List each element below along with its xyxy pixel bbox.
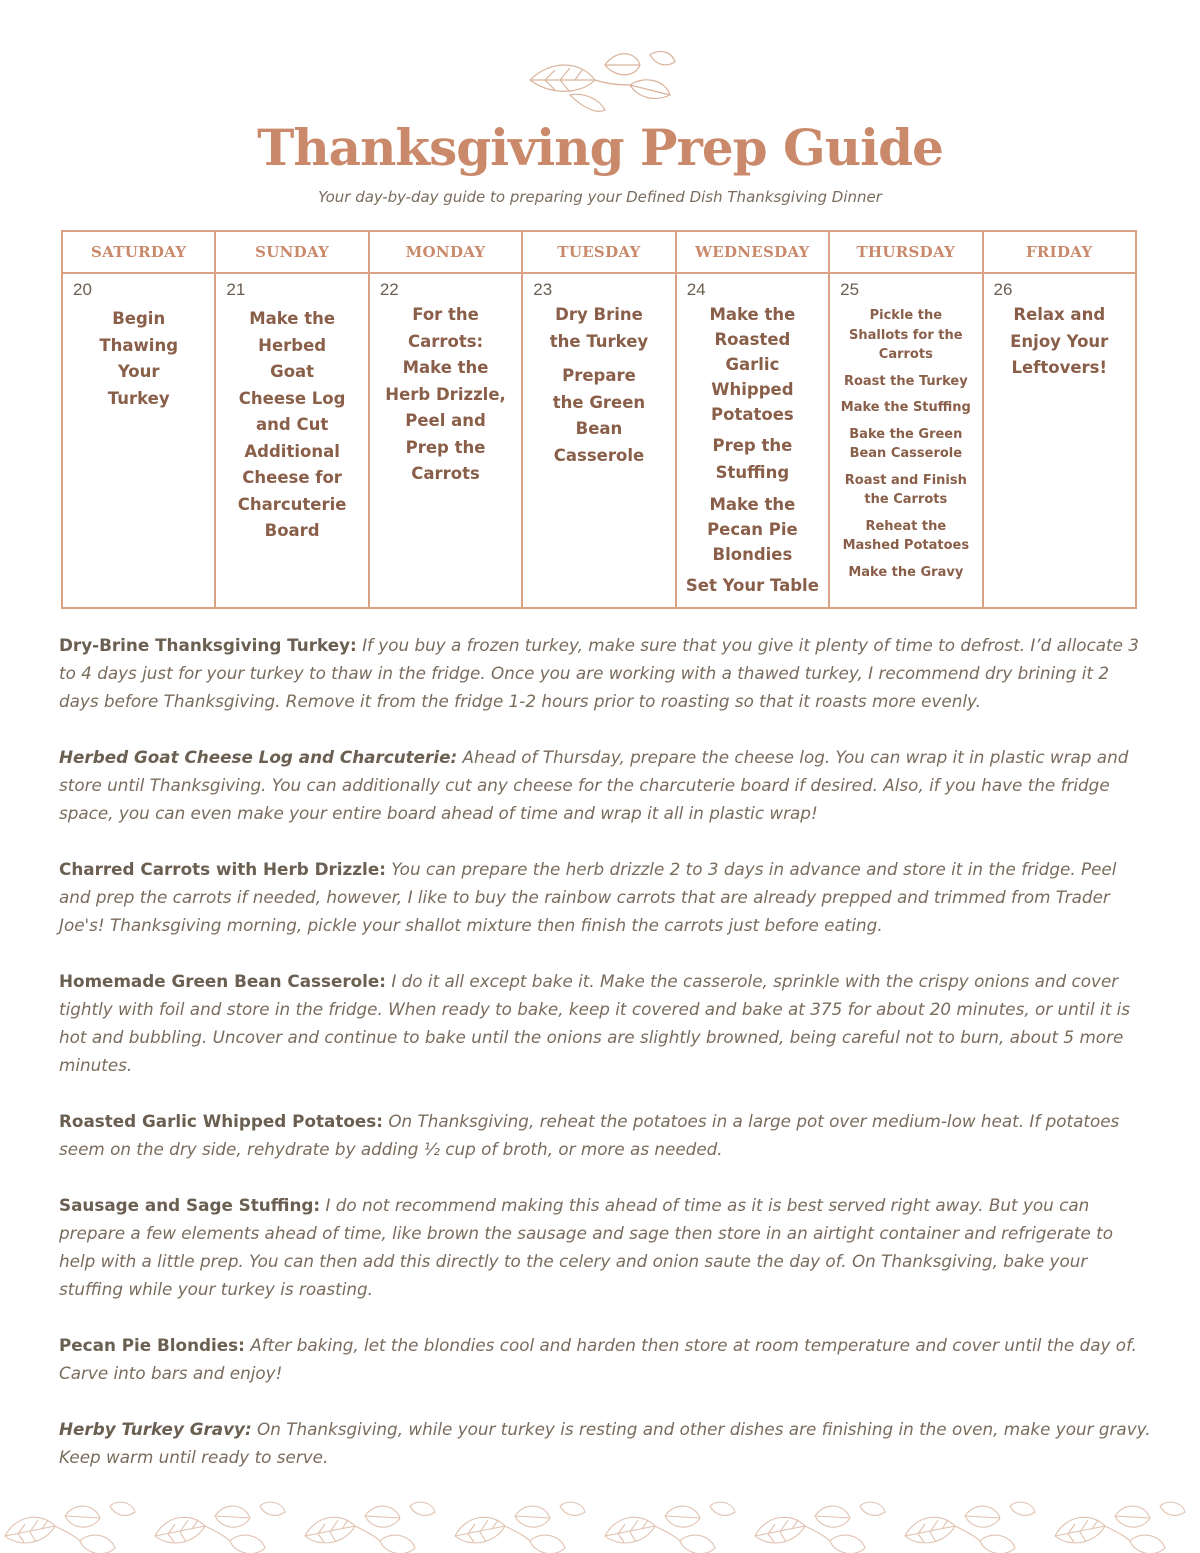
note-body: You can prepare the herb drizzle 2 to 3 days in advance and store it in the fridge. Peel and prep the carrots if needed, however, I like to buy the rainbow carrots that are already prepped and trimmed from Trader Joe's! Thanksgiving morning, pickle your shallot mixture then finish the carrots just before eating. <box>59 859 1117 935</box>
page-title: Thanksgiving Prep Guide <box>257 118 943 177</box>
note-title: Sausage and Sage Stuffing: <box>59 1195 321 1215</box>
task-item: Roast the Turkey <box>843 373 968 389</box>
prep-calendar <box>61 230 1137 609</box>
day-name: FRIDAY <box>984 232 1135 274</box>
day-name: SUNDAY <box>216 232 367 274</box>
note-title: Dry-Brine Thanksgiving Turkey: <box>59 635 357 655</box>
day-date: 25 <box>840 280 860 299</box>
task-item: Bake the Green Bean Casserole <box>849 426 963 461</box>
note-title: Charred Carrots with Herb Drizzle: <box>59 859 386 879</box>
page-subtitle: Your day-by-day guide to preparing your Defined Dish Thanksgiving Dinner <box>318 188 882 206</box>
day-date: 24 <box>686 280 706 299</box>
task-item: Make the Roasted Garlic Whipped Potatoes <box>709 305 796 424</box>
task-item: Prepare the Green Bean Casserole <box>552 366 646 465</box>
note-turkey <box>59 631 1151 715</box>
task-item: Begin Thawing Your Turkey <box>99 309 178 408</box>
day-column-saturday <box>63 232 216 607</box>
note-title: Herby Turkey Gravy: <box>59 1419 252 1439</box>
day-column-wednesday <box>677 232 830 607</box>
task-item: Make the Stuffing <box>840 400 971 415</box>
prep-notes <box>59 631 1151 1499</box>
note-potatoes <box>59 1107 1151 1163</box>
note-body: I do not recommend making this ahead of time as it is best served right away. But you can prepare a few elements ahead of time, like brown the sausage and sage then store in an airtight container and refrigerate to help with a little prep. You can then add this directly to the celery and onion saute the day of. On Thanksgiving, bake your stuffing while your turkey is roasting. <box>59 1195 1114 1299</box>
note-title: Herbed Goat Cheese Log and Charcuterie: <box>59 747 458 767</box>
note-body: After baking, let the blondies cool and harden then store at room temperature and cover until the day of. Carve into bars and enjoy! <box>59 1335 1138 1383</box>
note-title: Pecan Pie Blondies: <box>59 1335 245 1355</box>
task-item: Make the Pecan Pie Blondies <box>707 495 798 564</box>
note-blondies <box>59 1331 1151 1387</box>
note-cheese-log <box>59 743 1151 827</box>
task-item: Set Your Table <box>685 576 819 595</box>
leaf-border-icon <box>0 1488 1200 1553</box>
note-body: I do it all except bake it. Make the casserole, sprinkle with the crispy onions and cover tightly with foil and store in the fridge. When ready to bake, keep it covered and bake at 375 for about 20 minutes, or until it is hot and bubbling. Uncover and continue to bake until the onions are slightly browned, being careful not to burn, about 5 more minutes. <box>59 971 1131 1075</box>
day-column-friday <box>984 232 1135 607</box>
task-item: Make the Gravy <box>848 564 964 580</box>
day-name: SATURDAY <box>63 232 214 274</box>
task-item: Pickle the Shallots for the Carrots <box>849 308 963 362</box>
day-column-tuesday <box>523 232 676 607</box>
day-date: 21 <box>226 280 246 299</box>
day-date: 22 <box>379 280 399 299</box>
day-date: 20 <box>73 280 92 299</box>
note-body: If you buy a frozen turkey, make sure that you give it plenty of time to defrost. I’d allocate 3 to 4 days just for your turkey to thaw in the fridge. Once you are working with a thawed turkey, I recommend dry brining it 2 days before Thanksgiving. Remove it from the fridge 1-2 hours prior to roasting so that it roasts more evenly. <box>59 635 1139 711</box>
day-name: MONDAY <box>370 232 521 274</box>
note-title: Homemade Green Bean Casserole: <box>59 971 387 991</box>
task-item: Relax and Enjoy Your Leftovers! <box>1010 305 1109 377</box>
task-item: Dry Brine the Turkey <box>549 305 649 351</box>
task-item: Prep the Stuffing <box>712 436 793 482</box>
note-body: Ahead of Thursday, prepare the cheese log. You can wrap it in plastic wrap and store until Thanksgiving. You can additionally cut any cheese for the charcuterie board if desired. Also, if you have the fridge space, you can even make your entire board ahead of time and wrap it all in plastic wrap! <box>59 747 1129 823</box>
day-date: 23 <box>533 280 553 299</box>
day-name: THURSDAY <box>830 232 981 274</box>
day-column-thursday <box>830 232 983 607</box>
note-green-bean <box>59 967 1151 1079</box>
note-title: Roasted Garlic Whipped Potatoes: <box>59 1111 383 1131</box>
task-item: Make the Herbed Goat Cheese Log and Cut Additional Cheese for Charcuterie Board <box>237 309 347 540</box>
day-name: TUESDAY <box>523 232 674 274</box>
note-carrots <box>59 855 1151 939</box>
note-body: On Thanksgiving, reheat the potatoes in a large pot over medium-low heat. If potatoes seem on the dry side, rehydrate by adding ½ cup of broth, or more as needed. <box>59 1111 1120 1159</box>
note-gravy <box>59 1415 1151 1471</box>
leaf-icon <box>510 40 690 120</box>
task-item: Reheat the Mashed Potatoes <box>842 518 970 553</box>
day-date: 26 <box>993 280 1013 299</box>
day-column-monday <box>370 232 523 607</box>
note-stuffing <box>59 1191 1151 1303</box>
task-item: Roast and Finish the Carrots <box>844 472 967 507</box>
note-body: On Thanksgiving, while your turkey is resting and other dishes are finishing in the oven, make your gravy. Keep warm until ready to serve. <box>59 1419 1151 1467</box>
day-column-sunday <box>216 232 369 607</box>
task-item: For the Carrots: Make the Herb Drizzle, Peel and Prep the Carrots <box>385 305 506 483</box>
day-name: WEDNESDAY <box>677 232 828 274</box>
